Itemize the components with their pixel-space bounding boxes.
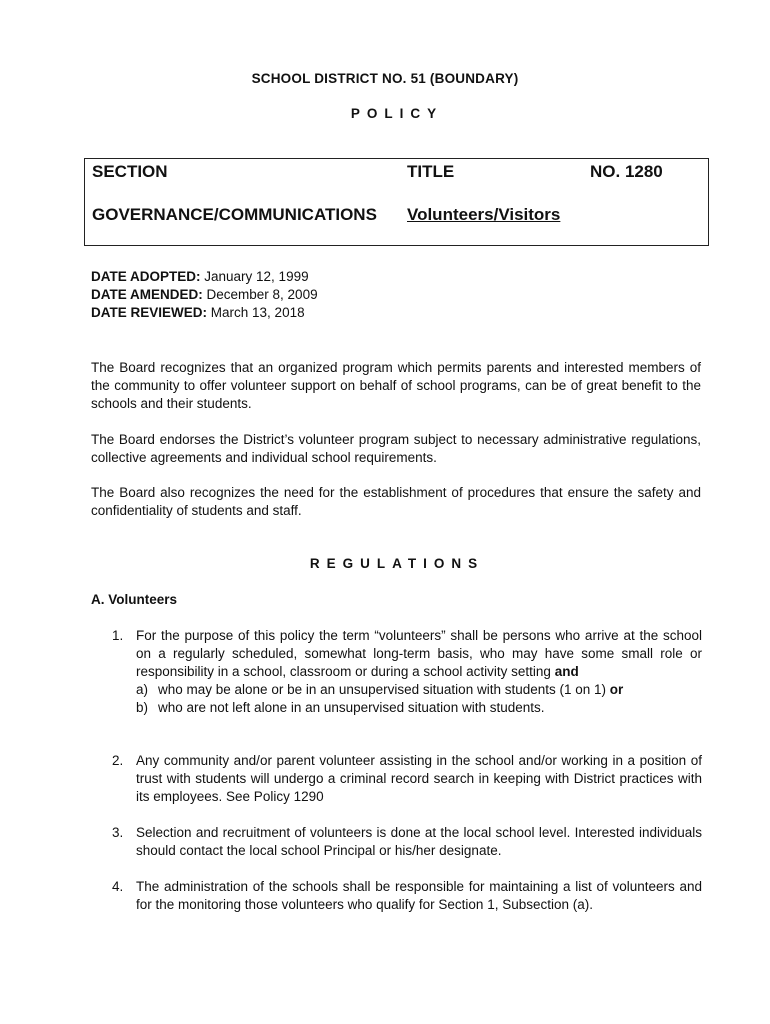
section-a-heading: A. Volunteers: [91, 592, 178, 607]
item-body: [136, 627, 702, 717]
policy-paragraph: The Board endorses the District’s volunteer program subject to necessary administrative regulations, collective agreements and individual school requirements.: [91, 432, 701, 465]
policy-paragraph: The Board also recognizes the need for the establishment of procedures that ensure the safety and confidentiality of students and staff.: [91, 485, 701, 518]
item-text: Any community and/or parent volunteer assisting in the school and/or working in a position of trust with students will undergo a criminal record search in keeping with District practices with its employees. See Policy 1290: [136, 753, 702, 804]
date-reviewed-value: March 13, 2018: [210, 305, 305, 320]
district-name: SCHOOL DISTRICT NO. 51 (BOUNDARY): [251, 71, 519, 86]
policy-dates: [91, 268, 318, 322]
item-number: 1.: [112, 628, 124, 643]
policy-title-box: [84, 158, 709, 246]
item-number: 3.: [112, 825, 124, 840]
date-reviewed-row: [91, 304, 318, 322]
item-text: For the purpose of this policy the term “volunteers” shall be persons who arrive at the school on a regularly scheduled, somewhat long-term basis, who may have some small role or responsibility in a school, classroom or during a school activity setting: [136, 628, 702, 679]
policy-number: NO. 1280: [590, 162, 663, 181]
policy-paragraph: The Board recognizes that an organized program which permits parents and interested members of the community to offer volunteer support on behalf of school programs, can be of great benefit to the schools and their students.: [91, 360, 701, 411]
section-label: SECTION: [92, 162, 168, 181]
sub-item-text: who are not left alone in an unsupervised situation with students.: [158, 700, 545, 715]
item-number: 2.: [112, 753, 124, 768]
regulation-item: [112, 627, 702, 717]
date-adopted-row: [91, 268, 318, 286]
document-type-heading: POLICY: [350, 106, 444, 121]
section-value: GOVERNANCE/COMMUNICATIONS: [92, 205, 377, 224]
item-bold-conjunction: and: [554, 664, 579, 679]
date-amended-row: [91, 286, 318, 304]
date-amended-value: December 8, 2009: [206, 287, 318, 302]
regulation-item: [112, 824, 702, 860]
sub-item-letter: a): [136, 682, 149, 697]
item-text: Selection and recruitment of volunteers is done at the local school level. Interested individuals should contact the local school Principal or his/her designate.: [136, 825, 702, 858]
title-label: TITLE: [407, 162, 455, 181]
regulation-item: [112, 752, 702, 806]
date-adopted-value: January 12, 1999: [204, 269, 309, 284]
item-number: 4.: [112, 879, 124, 894]
date-adopted-label: DATE ADOPTED:: [91, 269, 201, 284]
regulation-item: [112, 878, 702, 914]
title-value: Volunteers/Visitors: [407, 205, 561, 224]
regulations-heading: REGULATIONS: [309, 556, 485, 571]
sub-item-a: [136, 681, 702, 699]
sub-item-text: who may be alone or be in an unsupervised situation with students (1 on 1): [158, 682, 607, 697]
item-text: The administration of the schools shall be responsible for maintaining a list of volunteers and for the monitoring those volunteers who qualify for Section 1, Subsection (a).: [136, 879, 702, 912]
date-amended-label: DATE AMENDED:: [91, 287, 203, 302]
sub-item-b: [136, 699, 702, 717]
date-reviewed-label: DATE REVIEWED:: [91, 305, 208, 320]
sub-item-letter: b): [136, 700, 149, 715]
sub-item-bold-conjunction: or: [609, 682, 624, 697]
